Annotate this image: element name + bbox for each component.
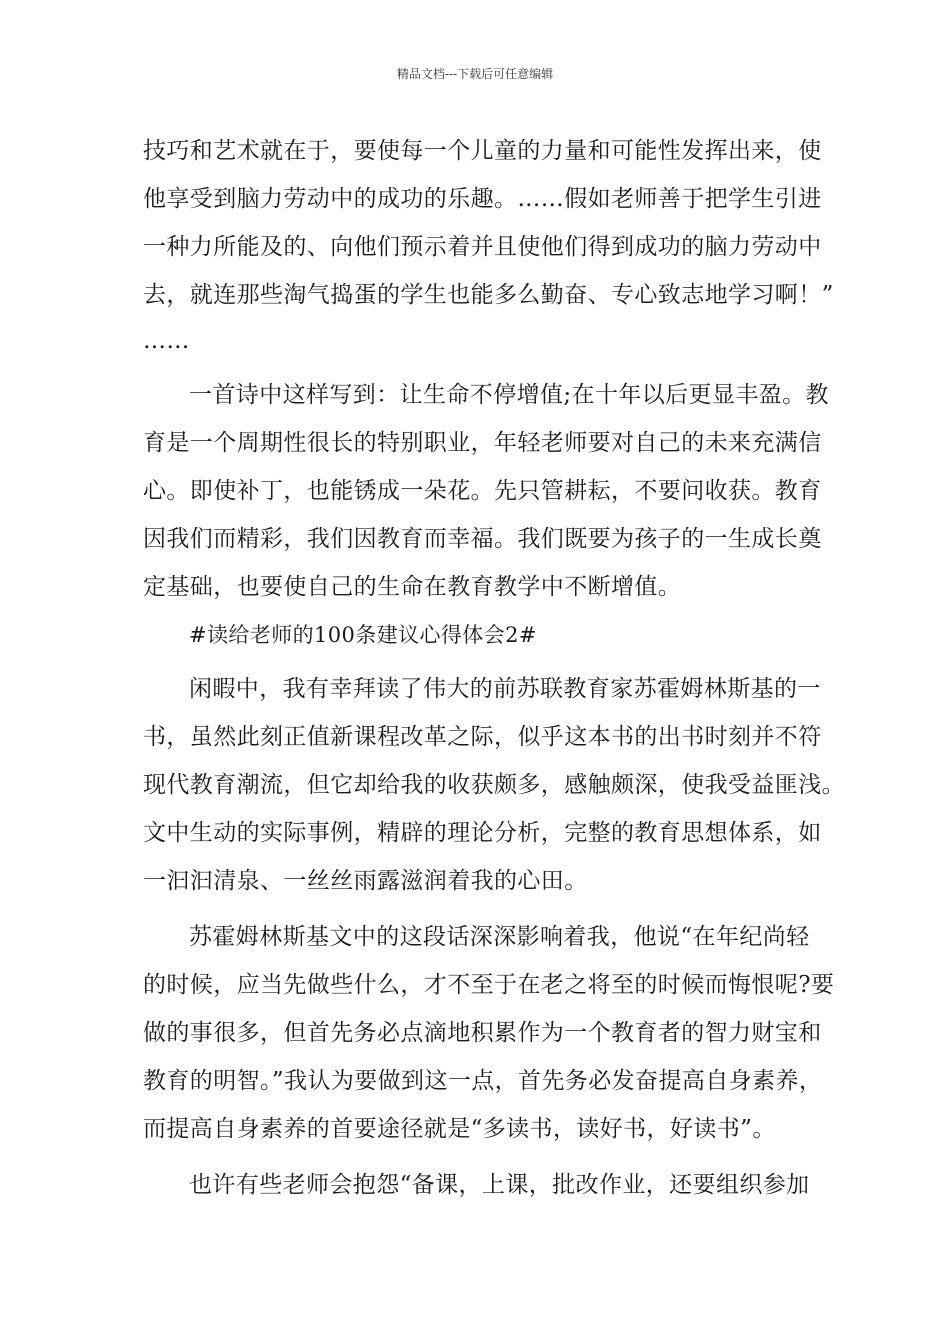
- text-line: 一种力所能及的、向他们预示着并且使他们得到成功的脑力劳动中: [143, 234, 822, 260]
- paragraph: [143, 371, 829, 611]
- text-line: 一汩汩清泉、一丝丝雨露滋润着我的心田。: [143, 868, 588, 894]
- text-line: 定基础，也要使自己的生命在教育教学中不断增值。: [143, 574, 682, 600]
- text-line: 而提高自身素养的首要途径就是“多读书，读好书，好读书”。: [143, 1116, 776, 1142]
- text-line: 也许有些老师会抱怨“备课，上课，批改作业，还要组织参加: [189, 1172, 810, 1198]
- paragraph: [143, 1161, 809, 1209]
- paragraph: [143, 913, 835, 1153]
- section-heading-paragraph: [143, 611, 809, 659]
- page-header: 精品文档---下载后可任意编辑: [396, 67, 554, 81]
- paragraph: [143, 127, 834, 363]
- text-line: 育是一个周期性很长的特别职业，年轻老师要对自己的未来充满信: [143, 430, 822, 456]
- text-line: 因我们而精彩，我们因教育而幸福。我们既要为孩子的一生成长奠: [143, 526, 822, 552]
- text-line: 的时候，应当先做些什么，才不至于在老之将至的时候而悔恨呢?要: [143, 972, 835, 998]
- text-line: 闲暇中，我有幸拜读了伟大的前苏联教育家苏霍姆林斯基的一: [189, 676, 821, 702]
- text-line: 做的事很多，但首先务必点滴地积累作为一个教育者的智力财宝和: [143, 1020, 822, 1046]
- text-line: 去，就连那些淘气捣蛋的学生也能多么勤奋、专心致志地学习啊！”: [143, 282, 834, 308]
- text-line: 教育的明智。”我认为要做到这一点，首先务必发奋提高自身素养，: [143, 1068, 823, 1094]
- text-line: 心。即使补丁，也能锈成一朵花。先只管耕耘，不要问收获。教育: [143, 478, 822, 504]
- text-line: 文中生动的实际事例，精辟的理论分析，完整的教育思想体系，如: [143, 820, 822, 846]
- text-line: 现代教育潮流，但它却给我的收获颇多，感触颇深，使我受益匪浅。: [143, 772, 845, 798]
- section-heading: #读给老师的100条建议心得体会2#: [189, 623, 537, 647]
- text-line: 书，虽然此刻正值新课程改革之际，似乎这本书的出书时刻并不符: [143, 724, 822, 750]
- text-line: ……: [143, 328, 190, 354]
- text-line: 他享受到脑力劳动中的成功的乐趣。……假如老师善于把学生引进: [143, 186, 822, 212]
- document-body: [143, 127, 845, 1209]
- paragraph: [143, 665, 845, 905]
- text-line: 苏霍姆林斯基文中的这段话深深影响着我，他说“在年纪尚轻: [189, 924, 810, 950]
- text-line: 一首诗中这样写到：让生命不停增值;在十年以后更显丰盈。教: [189, 382, 829, 408]
- text-line: 技巧和艺术就在于，要使每一个儿童的力量和可能性发挥出来，使: [143, 138, 822, 164]
